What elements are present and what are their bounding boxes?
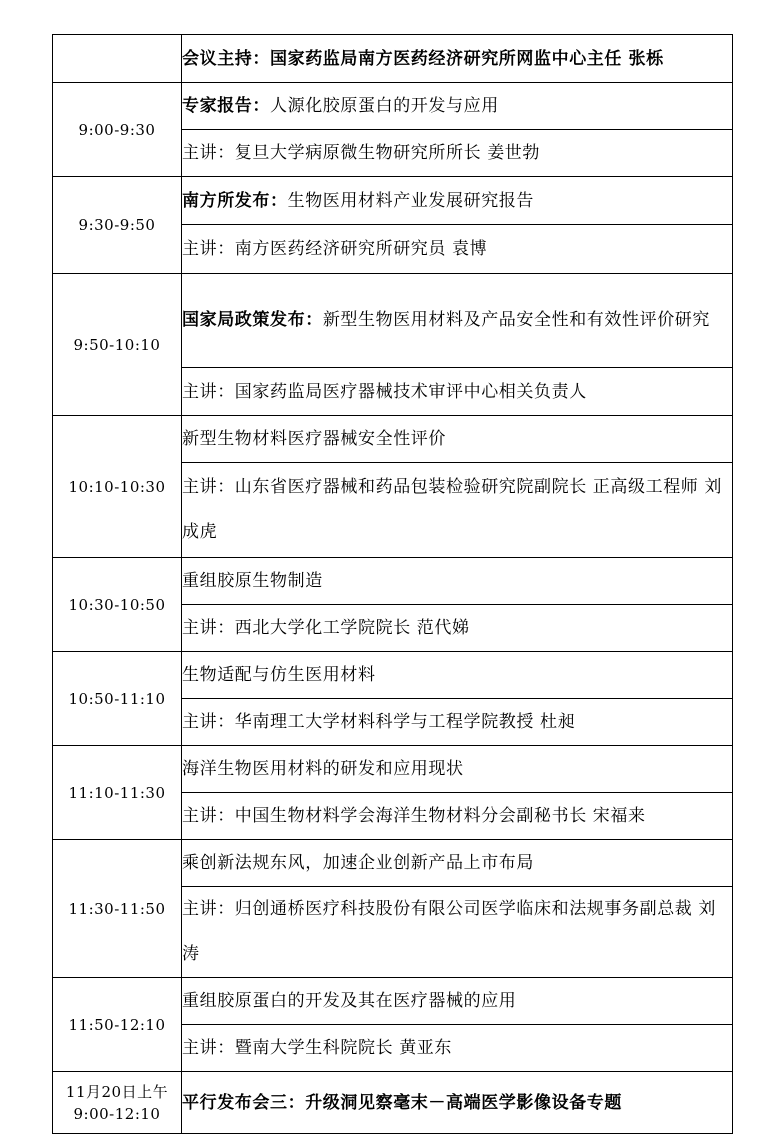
session-time: 11:50-12:10 [53,978,182,1072]
session-title: 新型生物材料医疗器械安全性评价 [182,416,733,463]
session-title-label: 专家报告： [182,96,270,116]
session-title: 生物适配与仿生医用材料 [182,652,733,699]
session-speaker: 主讲：国家药监局医疗器械技术审评中心相关负责人 [182,368,733,416]
session-time: 11:10-11:30 [53,746,182,840]
session-title [182,177,733,225]
session-row [53,416,733,463]
session-host: 会议主持：国家药监局南方医药经济研究所网监中心主任 张栎 [182,35,733,83]
time-cell-empty [53,35,182,83]
session-row [53,83,733,130]
session-speaker: 主讲：西北大学化工学院院长 范代娣 [182,605,733,652]
session-title [182,274,733,368]
parallel-time [53,1072,182,1134]
session-time: 9:00-9:30 [53,83,182,177]
session-row [53,746,733,793]
session-title-text: 生物医用材料产业发展研究报告 [287,190,535,211]
session-title: 重组胶原蛋白的开发及其在医疗器械的应用 [182,978,733,1025]
session-row [53,177,733,225]
host-row [53,35,733,83]
session-time: 11:30-11:50 [53,840,182,978]
parallel-time-range: 9:00-12:10 [73,1104,161,1123]
session-speaker: 主讲：南方医药经济研究所研究员 袁博 [182,225,733,274]
session-title: 重组胶原生物制造 [182,558,733,605]
parallel-date: 11月20日上午 [65,1082,169,1101]
session-time: 10:10-10:30 [53,416,182,558]
agenda-table [52,34,733,1134]
session-speaker: 主讲：中国生物材料学会海洋生物材料分会副秘书长 宋福来 [182,793,733,840]
session-speaker: 主讲：复旦大学病原微生物研究所所长 姜世勃 [182,130,733,177]
session-time: 9:50-10:10 [53,274,182,416]
session-title-text: 新型生物医用材料及产品安全性和有效性评价研究 [322,310,711,330]
session-row [53,652,733,699]
parallel-row [53,1072,733,1134]
session-speaker: 主讲：华南理工大学材料科学与工程学院教授 杜昶 [182,699,733,746]
session-speaker: 主讲：山东省医疗器械和药品包装检验研究院副院长 正高级工程师 刘成虎 [182,463,733,558]
session-title-label: 南方所发布： [182,190,288,211]
session-row [53,840,733,887]
session-time: 9:30-9:50 [53,177,182,274]
parallel-title: 平行发布会三：升级洞见察毫末－高端医学影像设备专题 [182,1072,733,1134]
session-time: 10:50-11:10 [53,652,182,746]
session-row [53,274,733,368]
session-title-text: 人源化胶原蛋白的开发与应用 [270,96,499,116]
session-title [182,83,733,130]
session-speaker: 主讲：归创通桥医疗科技股份有限公司医学临床和法规事务副总裁 刘涛 [182,887,733,978]
session-row [53,558,733,605]
session-speaker: 主讲：暨南大学生科院院长 黄亚东 [182,1025,733,1072]
session-row [53,978,733,1025]
session-title: 乘创新法规东风，加速企业创新产品上市布局 [182,840,733,887]
session-time: 10:30-10:50 [53,558,182,652]
session-title: 海洋生物医用材料的研发和应用现状 [182,746,733,793]
session-title-label: 国家局政策发布： [182,310,323,330]
